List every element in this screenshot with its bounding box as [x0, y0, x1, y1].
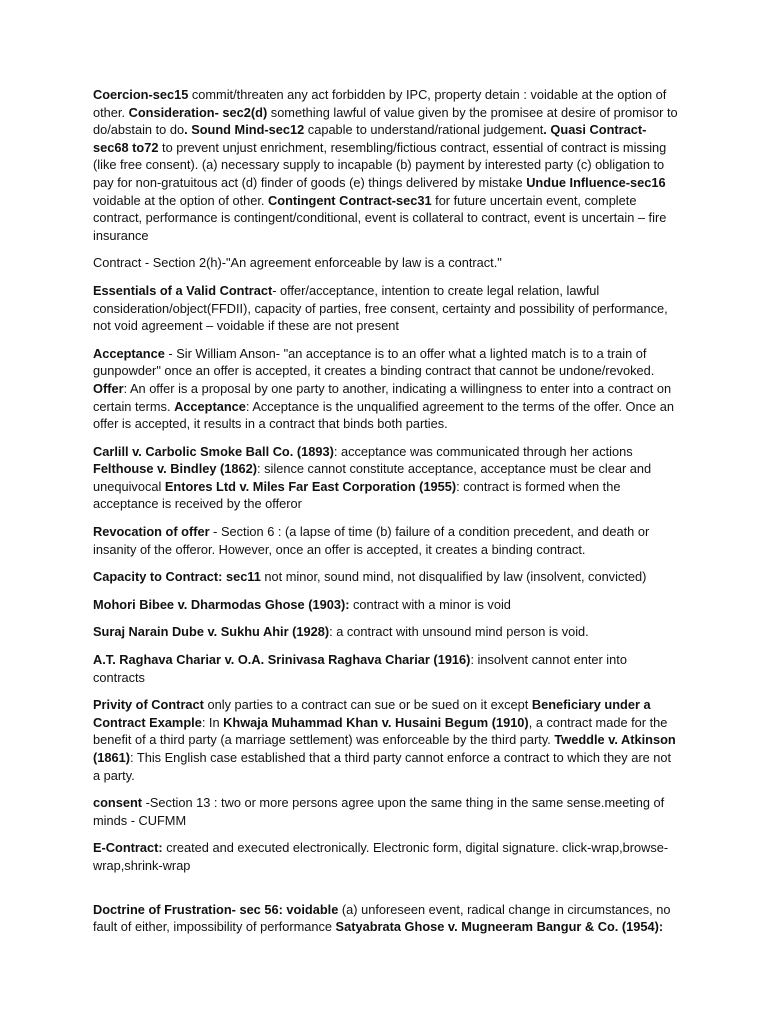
text-segment: : An offer is a proposal by one party to another, indicating a willingness to enter into a contract on certain terms.: [93, 380, 672, 414]
paragraph: [93, 623, 680, 641]
bold-term: A.T. Raghava Chariar v. O.A. Srinivasa Raghava Chariar (1916): [93, 652, 471, 668]
bold-term: . Sound Mind-sec12: [184, 122, 305, 138]
text-segment: - Sir William Anson- "an acceptance is to an offer what a lighted match is to a train of gunpowder" once an offer is accepted, it creates a binding contract that cannot be undone/revoked.: [93, 345, 655, 379]
text-segment: capable to understand/rational judgement: [304, 122, 544, 138]
text-segment: - Section 6 : (a lapse of time (b) failure of a condition precedent, and death or insanity of the offeror. However, once an offer is accepted, it creates a binding contract.: [93, 524, 650, 557]
text-segment: : contract is formed when the acceptance is received by the offeror: [93, 478, 621, 512]
bold-term: Beneficiary under a Contract Example: [93, 697, 651, 730]
bold-term: Tweddle v. Atkinson (1861): [93, 732, 676, 765]
text-segment: (a) unforeseen event, radical change in circumstances, no fault of either, impossibility of performance: [93, 901, 671, 935]
document-body: [93, 86, 680, 936]
text-segment: : silence cannot constitute acceptance, acceptance must be clear and unequivocal: [93, 461, 652, 494]
text-segment: : a contract with unsound mind person is void.: [329, 624, 589, 640]
text-segment: : Acceptance is the unqualified agreement to the terms of the offer. Once an offer is accepted, it results in a contract that binds both parties.: [93, 398, 674, 432]
bold-term: Mohori Bibee v. Dharmodas Ghose (1903):: [93, 596, 350, 612]
text-segment: created and executed electronically. Electronic form, digital signature. click-wrap,browse-wrap,shrink-wrap: [93, 840, 669, 873]
bold-term: Acceptance: [93, 345, 165, 361]
paragraph: [93, 696, 680, 784]
bold-term: Entores Ltd v. Miles Far East Corporation (1955): [164, 478, 457, 494]
text-segment: for future uncertain event, complete contract, performance is contingent/conditional, event is collateral to contract, event is uncertain – fire insurance: [93, 192, 667, 243]
bold-term: Capacity to Contract: sec11: [93, 569, 261, 585]
text-segment: only parties to a contract can sue or be sued on it except: [203, 697, 532, 713]
text-segment: - offer/acceptance, intention to create legal relation, lawful consideration/object(FFDII), capacity of parties, free consent, certainty and possibility of performance, not void agreement – voidable if these are not present: [93, 282, 668, 334]
bold-term: consent: [93, 795, 143, 811]
text-segment: commit/threaten any act forbidden by IPC, property detain : voidable at the option of other.: [93, 87, 667, 120]
paragraph: [93, 86, 680, 244]
bold-term: Contingent Contract-sec31: [268, 192, 432, 208]
paragraph: [93, 282, 680, 335]
paragraph: [93, 345, 680, 433]
text-segment: : In: [201, 714, 224, 730]
paragraph: [93, 568, 680, 586]
text-segment: : insolvent cannot enter into contracts: [93, 652, 627, 685]
paragraph: [93, 443, 680, 513]
bold-term: Coercion-sec15: [93, 87, 189, 102]
bold-term: Offer: [93, 380, 124, 396]
paragraph: [93, 651, 680, 686]
text-segment: not minor, sound mind, not disqualified by law (insolvent, convicted): [260, 569, 647, 585]
bold-term: Doctrine of Frustration- sec 56: voidable: [93, 901, 339, 917]
bold-term: Khwaja Muhammad Khan v. Husaini Begum (1910): [223, 714, 529, 730]
paragraph: [93, 596, 680, 614]
bold-term: Carlill v. Carbolic Smoke Ball Co. (1893): [93, 443, 334, 459]
paragraph: [93, 254, 680, 272]
text-segment: voidable at the option of other.: [93, 192, 269, 208]
bold-term: Essentials of a Valid Contract: [93, 282, 273, 298]
text-segment: : This English case established that a third party cannot enforce a contract to which they are not a party.: [93, 750, 672, 783]
text-segment: something lawful of value given by the promisee at desire of promisor to do/abstain to do: [93, 104, 678, 138]
text-segment: to prevent unjust enrichment, resembling/fictious contract, essential of contract is missing (like free consent). (a) necessary supply to incapable (b) payment by interested party (c) obligation to pay for non-gratuitous act (d) finder of goods (e) things delivered by mistake: [93, 139, 667, 190]
text-segment: contract with a minor is void: [349, 596, 511, 612]
bold-term: Undue Influence-sec16: [526, 174, 666, 190]
bold-term: Quasi Contract-sec68 to72: [93, 122, 647, 155]
paragraph: [93, 794, 680, 829]
paragraph: [93, 839, 680, 874]
bold-term: Revocation of offer: [93, 524, 210, 540]
bold-term: E-Contract:: [93, 840, 163, 856]
text-segment: Contract - Section 2(h)-"An agreement enforceable by law is a contract.": [93, 255, 502, 271]
bold-term: .: [543, 122, 547, 138]
text-segment: : acceptance was communicated through her actions: [333, 443, 633, 459]
bold-term: Felthouse v. Bindley (1862): [93, 461, 258, 477]
bold-term: Satyabrata Ghose v. Mugneeram Bangur & Co. (1954):: [335, 919, 664, 935]
bold-term: Acceptance: [174, 398, 246, 414]
bold-term: Suraj Narain Dube v. Sukhu Ahir (1928): [93, 624, 330, 640]
paragraph: [93, 901, 680, 936]
bold-term: Privity of Contract: [93, 697, 204, 713]
bold-term: Consideration- sec2(d): [128, 104, 268, 120]
text-segment: -Section 13 : two or more persons agree upon the same thing in the same sense.meeting of minds - CUFMM: [93, 795, 665, 828]
paragraph: [93, 523, 680, 558]
text-segment: , a contract made for the benefit of a third party (a marriage settlement) was enforceable by the third party.: [93, 714, 668, 748]
